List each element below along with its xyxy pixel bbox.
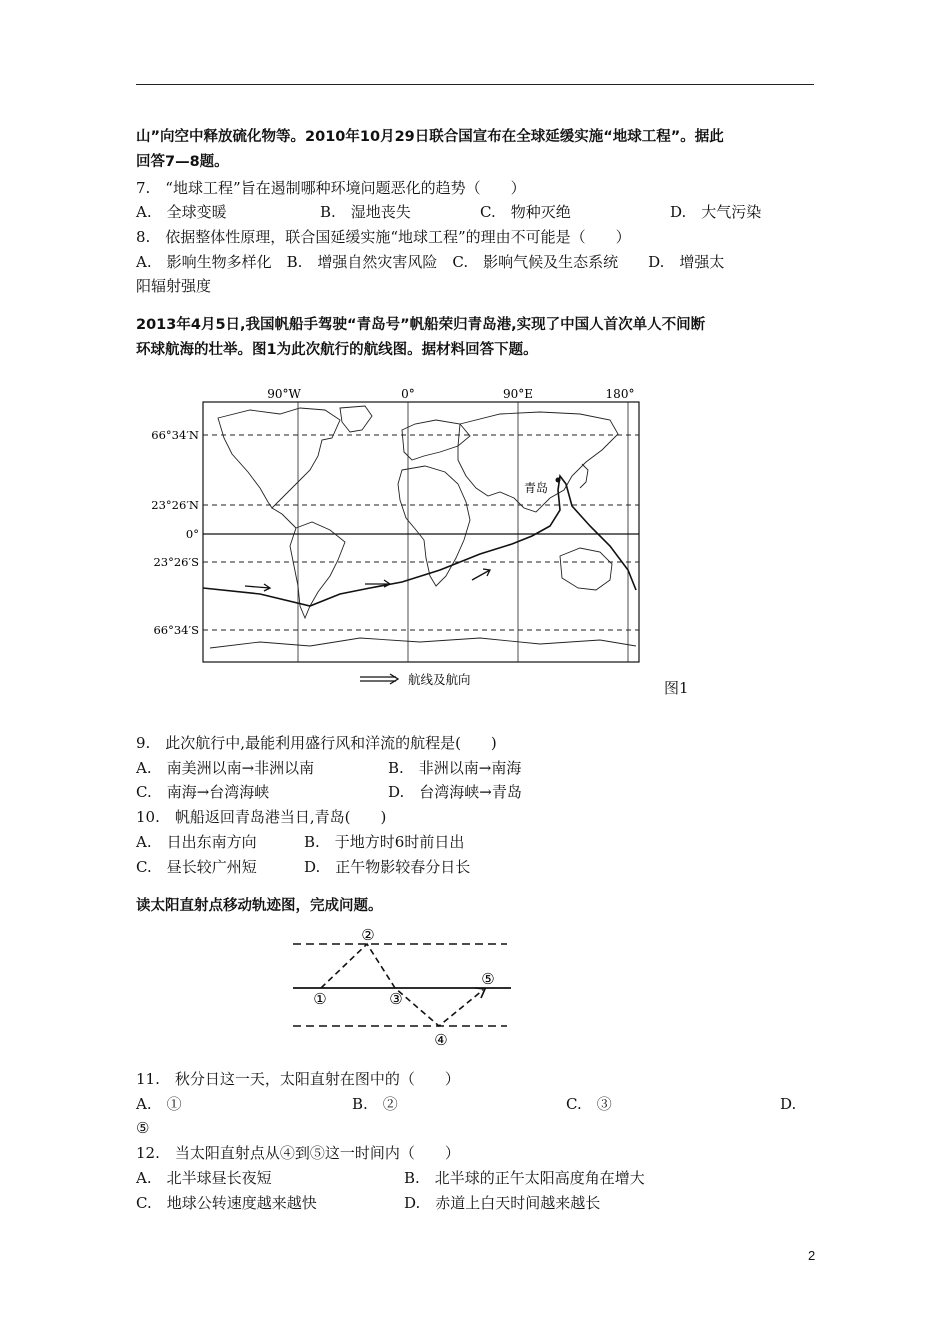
lon-label: 90°E xyxy=(502,387,534,401)
q10-stem: 10. 帆船返回青岛港当日,青岛( ) xyxy=(136,808,387,826)
lat-label: 23°26′S xyxy=(153,555,199,569)
q10-option-c[interactable]: C. 昼长较广州短 xyxy=(136,858,257,876)
q12-stem: 12. 当太阳直射点从④到⑤这一时间内（ ） xyxy=(136,1144,460,1162)
q7-option-a[interactable]: A. 全球变暖 xyxy=(136,203,227,221)
lon-label: 0° xyxy=(401,387,415,401)
q11-option-d[interactable]: D. xyxy=(780,1095,797,1113)
point-label-1: ① xyxy=(313,990,327,1008)
north-america-outline xyxy=(218,408,340,508)
q7-option-c[interactable]: C. 物种灭绝 xyxy=(480,203,571,221)
q7-option-b[interactable]: B. 湿地丧失 xyxy=(320,203,411,221)
qingdao-label: 青岛 xyxy=(523,481,549,495)
header-rule xyxy=(136,84,814,85)
legend-arrowhead xyxy=(390,674,398,684)
sun-path-diagram xyxy=(285,918,515,1050)
q11-option-a[interactable]: A. ① xyxy=(136,1095,182,1113)
q10-option-b[interactable]: B. 于地方时6时前日出 xyxy=(304,833,465,851)
q7-option-d[interactable]: D. 大气污染 xyxy=(670,203,762,221)
q12-option-c[interactable]: C. 地球公转速度越来越快 xyxy=(136,1194,317,1212)
q12-option-b[interactable]: B. 北半球的正午太阳高度角在增大 xyxy=(404,1169,645,1187)
passage3-line: 读太阳直射点移动轨迹图，完成问题。 xyxy=(136,898,383,914)
q11-option-d-wrap: ⑤ xyxy=(136,1119,150,1137)
q8-options-line: A. 影响生物多样化 B. 增强自然灾害风险 C. 影响气候及生态系统 D. 增强太 xyxy=(136,253,725,271)
japan-outline xyxy=(580,464,588,488)
q8-options-wrap: 阳辐射强度 xyxy=(136,277,212,295)
lon-label: 90°W xyxy=(267,387,301,401)
q10-option-d[interactable]: D. 正午物影较春分日长 xyxy=(304,858,471,876)
figure-caption: 图1 xyxy=(664,679,689,697)
africa-outline xyxy=(398,466,470,586)
q12-option-d[interactable]: D. 赤道上白天时间越来越长 xyxy=(404,1194,601,1212)
lat-label: 66°34′S xyxy=(153,623,199,637)
greenland-outline xyxy=(340,406,372,432)
route-map xyxy=(140,380,700,700)
route-arrow xyxy=(245,584,270,591)
asia-outline xyxy=(458,412,618,512)
q9-option-b[interactable]: B. 非洲以南→南海 xyxy=(388,759,522,777)
passage2-line-1: 2013年4月5日,我国帆船手驾驶“青岛号”帆船荣归青岛港,实现了中国人首次单人不间断 xyxy=(136,317,706,333)
q11-option-b[interactable]: B. ② xyxy=(352,1095,398,1113)
sun-path xyxy=(321,944,483,1026)
passage2-line-2: 环球航海的壮举。图1为此次航行的航线图。据材料回答下题。 xyxy=(136,342,538,358)
point-label-2: ② xyxy=(361,926,375,944)
q9-option-a[interactable]: A. 南美洲以南→非洲以南 xyxy=(136,759,315,777)
continents xyxy=(210,406,636,648)
qingdao-marker xyxy=(556,478,561,483)
intro-line-1: 山”向空中释放硫化物等。2010年10月29日联合国宣布在全球延缓实施“地球工程”。据此 xyxy=(136,129,724,145)
lat-label: 0° xyxy=(185,527,199,541)
antarctica-outline xyxy=(210,638,636,648)
q8-stem: 8. 依据整体性原理，联合国延缓实施“地球工程”的理由不可能是（ ） xyxy=(136,228,631,246)
q9-option-c[interactable]: C. 南海→台湾海峡 xyxy=(136,783,270,801)
point-label-5: ⑤ xyxy=(481,970,495,988)
q11-stem: 11. 秋分日这一天，太阳直射在图中的（ ） xyxy=(136,1070,460,1088)
q9-stem: 9. 此次航行中,最能利用盛行风和洋流的航程是( ) xyxy=(136,734,497,752)
q9-option-d[interactable]: D. 台湾海峡→青岛 xyxy=(388,783,522,801)
q7-stem: 7. “地球工程”旨在遏制哪种环境问题恶化的趋势（ ） xyxy=(136,179,526,197)
lat-label: 23°26′N xyxy=(151,498,199,512)
australia-outline xyxy=(560,548,612,590)
intro-line-2: 回答7—8题。 xyxy=(136,154,229,170)
lon-label: 180° xyxy=(605,387,635,401)
q12-option-a[interactable]: A. 北半球昼长夜短 xyxy=(136,1169,272,1187)
point-label-4: ④ xyxy=(434,1031,448,1049)
map-legend xyxy=(360,672,471,687)
legend-label: 航线及航向 xyxy=(408,672,471,687)
route-arrow xyxy=(472,569,490,580)
map-frame xyxy=(203,402,639,662)
path-arrowhead xyxy=(475,988,485,998)
point-label-3: ③ xyxy=(389,990,403,1008)
q10-option-a[interactable]: A. 日出东南方向 xyxy=(136,833,257,851)
q11-option-c[interactable]: C. ③ xyxy=(566,1095,612,1113)
central-america-outline xyxy=(272,508,296,528)
page-number: 2 xyxy=(808,1248,816,1263)
lat-label: 66°34′N xyxy=(151,428,199,442)
